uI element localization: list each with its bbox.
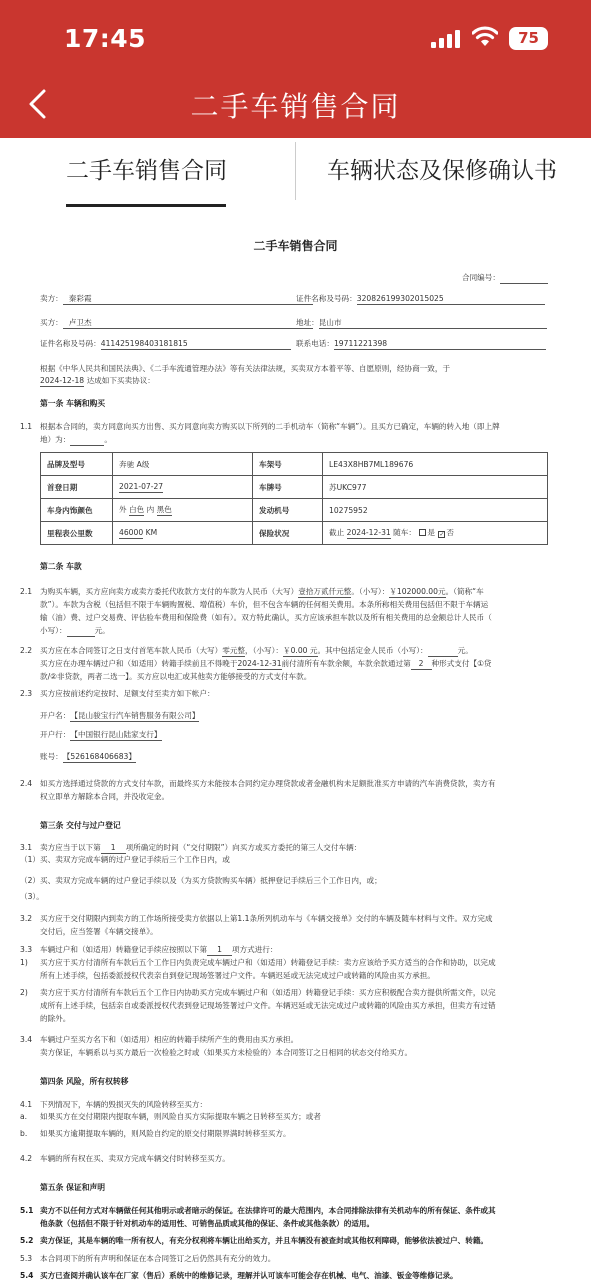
table-cell: LE43X8HB7ML189676 [323,453,548,476]
clause-4-2: 车辆的所有权在买、卖双方完成车辆交付时转移至买方。 [40,1154,230,1163]
table-cell: 10275952 [323,499,548,522]
buyer-id-row: 证件名称及号码：411425198403181815 [40,338,291,350]
clause-number: 5.2 [20,1236,34,1245]
table-row [41,453,548,476]
article-2-title: 第二条 车款 [40,562,82,571]
clause-4-1-a: 如果买方在交付期限内提取车辆，则风险自买方实际提取车辆之日转移至买方；或者 [40,1112,321,1121]
clause-5-1-line-2: 他条款（包括但不限于针对机动车的适用性、可销售品质或其他的保证、条件或其他条款）的适用。 [40,1219,375,1228]
table-cell: 车架号 [253,453,323,476]
clause-number: 2.3 [20,689,33,698]
tab-divider [295,142,296,200]
address-row: 地址：昆山市 [296,317,547,329]
table-cell: 46000 KM [113,522,253,545]
table-cell: 品牌及型号 [41,453,113,476]
clause-number: 2) [20,988,28,997]
table-row [41,499,548,522]
table-cell: 外 白色 内 黑色 [113,499,253,522]
battery-icon: 75 [509,27,548,50]
account-bank-row: 开户行：【中国银行昆山陆家支行】 [40,730,162,739]
clause-3-3-1-line-2: 所有上述手续，包括委派授权代表亲自到登记现场签署过户文件。车辆迟延或无法完成过户或转籍的风险由买方承担。 [40,971,435,980]
status-time: 17:45 [64,24,147,53]
table-cell: 首登日期 [41,476,113,499]
vehicle-info-table [40,452,548,545]
clause-2-2-line-1: 买方应在本合同签订之日支付首笔车款人民币（大写）零元整，（小写）：￥0.00 元。其中包括定金人民币（小写）： 元。 [40,646,473,655]
contract-number: 合同编号： [462,272,548,284]
clause-5-1-line-1: 卖方不以任何方式对车辆做任何其他明示或者暗示的保证。在法律许可的最大范围内，本合同排除法律有关机动车的所有保证、条件或其 [40,1206,496,1215]
clause-4-1-b: 如果买方逾期提取车辆的，则风险自约定的原交付期限界满时转移至买方。 [40,1129,291,1138]
intro-line-2: 2024-12-18 达成如下买卖协议： [40,376,155,385]
tab-sales-contract[interactable]: 二手车销售合同 [66,158,227,184]
seller-id-row: 证件名称及号码：320826199302015025 [296,293,545,305]
article-3-title: 第三条 交付与过户登记 [40,821,121,830]
clause-2-3: 买方应按前述约定按时、足额支付至卖方如下帐户： [40,689,215,698]
table-cell: 截止 2024-12-31 随车： 是 ✓ 否 [323,522,548,545]
clause-5-2: 卖方保证，其是车辆的唯一所有权人，有充分权利将车辆让出给买方，并且车辆没有被查封或其他权利障碍，能够依法被过户、转籍。 [40,1236,489,1245]
clause-number: 4.2 [20,1154,33,1163]
clause-number: b. [20,1129,28,1138]
intro-line-1: 根据《中华人民共和国民法典》、《二手车流通管理办法》等有关法律法规，买卖双方本着平等、自愿原则，经协商一致，于 [40,364,451,373]
clause-2-4-line-2: 权立即单方解除本合同，并没收定金。 [40,792,170,801]
clause-1-1-line-2: 地）为： 。 [40,435,112,444]
clause-number: 2.2 [20,646,33,655]
checkbox-yes-icon [419,529,426,536]
seller-row: 卖方： 秦彩霞 [40,293,313,305]
clause-3-3-2-line-3: 的除外。 [40,1014,71,1023]
clause-2-1-line-2: 款”）。车款为含税（包括但不限于车辆购置税、增值税）车价，但不包含车辆的任何相关费用。本条所称相关费用包括但不限于车辆运 [40,600,489,609]
document-title: 二手车销售合同 [253,239,338,253]
clause-3-3-2-line-1: 卖方应于买方付清所有车款后五个工作日内协助买方完成车辆过户和（如适用）转籍登记手续：买方应积极配合卖方提供所需文件，以完 [40,988,496,997]
article-4-title: 第四条 风险，所有权转移 [40,1077,129,1086]
clause-2-1-line-3: 输（油）费、过户交易费、评估验车费用和保险费（如有）。双方特此确认，买方应该承担车款以及所有相关费用的总金额总计人民币（ [40,613,492,622]
clause-3-1-item-2: （2）买、卖双方完成车辆的过户登记手续以及（为买方贷款购买车辆）抵押登记手续后三个工作日内，或； [20,876,382,885]
checkbox-checked-icon: ✓ [439,531,445,538]
clause-3-2-line-2: 交付后，应当签署《车辆交接单》。 [40,927,158,936]
clause-number: 5.1 [20,1206,34,1215]
account-name-row: 开户名：【昆山骏宝行汽车销售服务有限公司】 [40,711,200,720]
clause-5-4: 买方已查阅并确认该车在厂家（售后）系统中的维修记录，理解并认可该车可能会存在机械、电气、油漆、钣金等维修记录。 [40,1271,458,1280]
clause-3-1-item-3: （3）。 [20,892,44,901]
clause-number: 3.3 [20,945,33,954]
clause-5-3: 本合同项下的所有声明和保证在本合同签订之后仍然具有充分的效力。 [40,1254,276,1263]
article-5-title: 第五条 保证和声明 [40,1183,106,1192]
wifi-icon [472,26,498,48]
clause-number: a. [20,1112,28,1121]
table-row [41,476,548,499]
clause-2-1-line-4: 小写）： 元。 [40,626,110,635]
clause-number: 3.4 [20,1035,33,1044]
clause-number: 2.1 [20,587,33,596]
clause-2-2-line-3: 款/②非贷款，两者二选一】。买方应以电汇或其他卖方能够接受的方式支付车款。 [40,672,312,681]
table-cell: 苏UKC977 [323,476,548,499]
clause-1-1-line-1: 根据本合同的，卖方同意向买方出售、买方同意向卖方购买以下所列的二手机动车（简称“车辆”）。且买方已确定，车辆的转入地（即上牌 [40,422,500,431]
table-cell: 车身内饰颜色 [41,499,113,522]
clause-2-1-line-1: 为购买车辆，买方应向卖方或卖方委托代收款方支付的车款为人民币（大写）壹拾万贰仟元整。（小写）：￥102000.00元。（简称“车 [40,587,484,596]
clause-number: 5.4 [20,1271,34,1280]
tab-vehicle-status[interactable]: 车辆状态及保修确认书 [327,158,557,184]
tab-bar [0,138,591,208]
clause-3-1: 卖方应当于以下第 1 项所确定的时间（“交付期限”）向买方或买方委托的第三人交付车辆： [40,843,362,852]
clause-number: 3.2 [20,914,33,923]
app-header [0,0,591,138]
clause-3-2-line-1: 买方应于交付期限内到卖方的工作场所接受卖方依据以上第1.1条所列机动车与《车辆交接单》交付的车辆及随车材料与文件。双方完成 [40,914,493,923]
clause-number: 2.4 [20,779,33,788]
table-cell: 里程表公里数 [41,522,113,545]
clause-number: 4.1 [20,1100,33,1109]
article-1-title: 第一条 车辆和购买 [40,399,106,408]
clause-3-1-item-1: （1）买、卖双方完成车辆的过户登记手续后三个工作日内，或 [20,855,230,864]
clause-2-4-line-1: 如买方选择通过贷款的方式支付车款，而最终买方未能按本合同约定办理贷款或者金融机构未足额批准买方申请的汽车消费贷款，卖方有 [40,779,496,788]
table-cell: 2021-07-27 [113,476,253,499]
clause-number: 3.1 [20,843,33,852]
table-cell: 车牌号 [253,476,323,499]
table-row [41,522,548,545]
clause-4-1: 下列情况下，车辆的毁损灭失的风险转移至买方： [40,1100,208,1109]
table-cell: 发动机号 [253,499,323,522]
page-title: 二手车销售合同 [190,90,401,123]
clause-number: 1.1 [20,422,33,431]
clause-3-3: 车辆过户和（如适用）转籍登记手续应按照以下第 1 项方式进行： [40,945,278,954]
clause-3-3-2-line-2: 成所有上述手续，包括亲自或委派授权代表到登记现场签署过户文件。车辆迟延或无法完成过户或转籍的风险由买方承担，但卖方有过错 [40,1001,496,1010]
phone-row: 联系电话：19711221398 [296,338,546,350]
clause-3-4-line-2: 卖方保证，车辆系以与买方最后一次检验之时或（如果买方未检验的）本合同签订之日相同的状态交付给买方。 [40,1048,413,1057]
table-cell: 奔驰 A级 [113,453,253,476]
clause-number: 5.3 [20,1254,33,1263]
clause-3-3-1-line-1: 买方应于买方付清所有车款后五个工作日内负责完成车辆过户和（如适用）转籍登记手续：卖方应该给予买方适当的合作和协助，以完成 [40,958,496,967]
contract-document [0,208,591,1280]
active-tab-indicator [66,204,226,207]
clause-3-4-line-1: 车辆过户至买方名下和（如适用）相应的转籍手续所产生的费用由买方承担。 [40,1035,299,1044]
account-number-row: 账号：【526168406683】 [40,752,136,761]
clause-number: 1) [20,958,28,967]
cellular-signal-icon [431,30,463,48]
buyer-row: 买方： 卢卫杰 [40,317,313,329]
table-cell: 保险状况 [253,522,323,545]
clause-2-2-line-2: 买方应在办理车辆过户和（如适用）转籍手续前且不得晚于2024-12-31前付清所有车款余额，车款余款通过第 2 种形式支付【①贷 [40,659,492,668]
